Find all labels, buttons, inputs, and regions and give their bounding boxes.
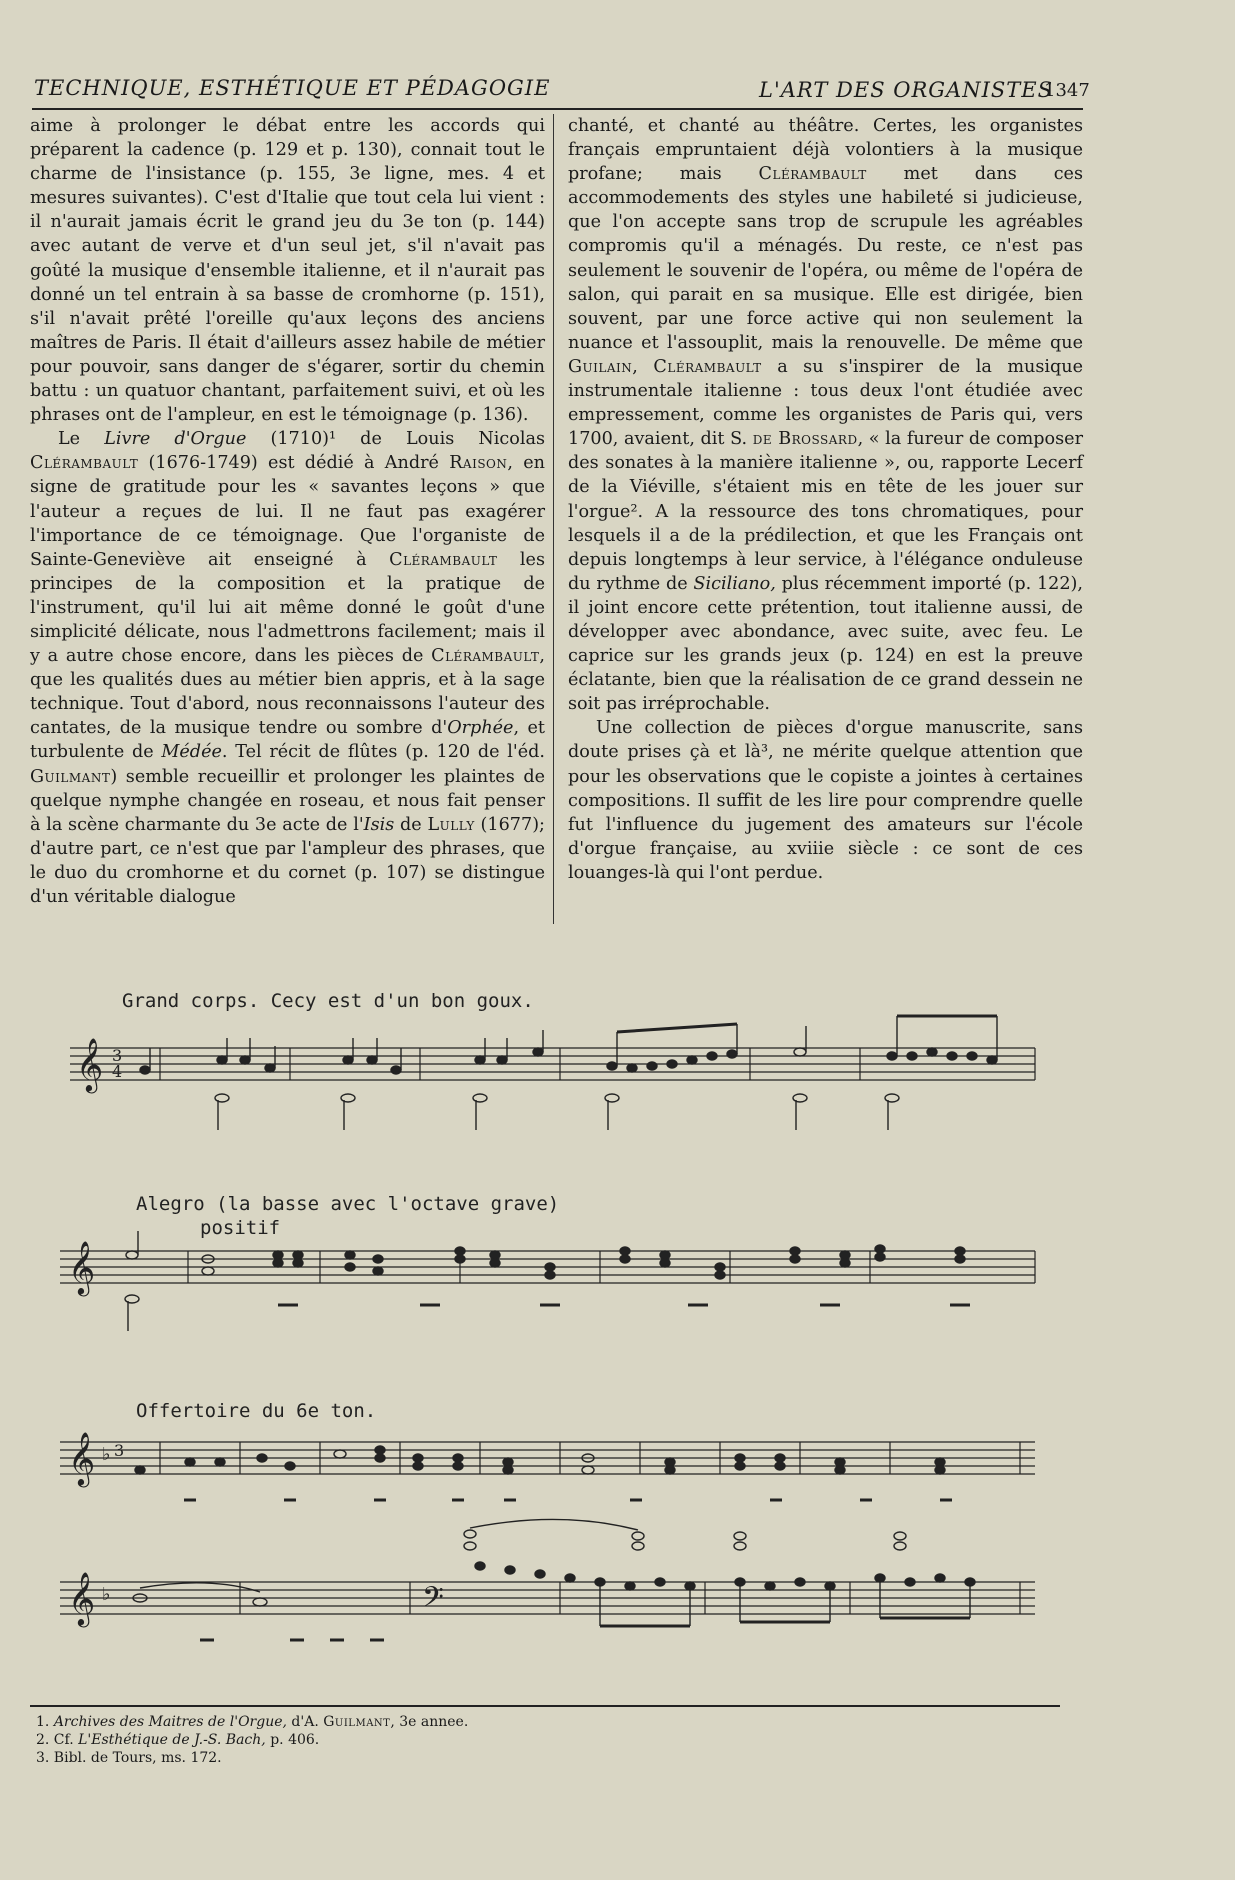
svg-text:𝄞: 𝄞 <box>76 1037 104 1091</box>
right-column <box>568 114 1083 885</box>
svg-text:𝄞: 𝄞 <box>68 1240 96 1294</box>
music-example-3 <box>40 1400 1070 1690</box>
footnote-rule <box>30 1705 1060 1707</box>
left-column <box>30 114 545 909</box>
music-example-2 <box>40 1193 1070 1343</box>
svg-text:𝄢: 𝄢 <box>422 1581 444 1621</box>
music-example-2-label: Alegro (la basse avec l'octave grave) <box>136 1193 560 1215</box>
svg-text:♭: ♭ <box>102 1584 111 1605</box>
footnote-1: 1. Archives des Maitres de l'Orgue, d'A. Guilmant, 3e annee. <box>36 1714 469 1730</box>
svg-text:𝄞: 𝄞 <box>68 1431 96 1485</box>
music-example-1 <box>40 990 1070 1140</box>
page-number: 1347 <box>1044 80 1090 101</box>
svg-text:♭: ♭ <box>102 1444 111 1465</box>
header-section-title: TECHNIQUE, ESTHÉTIQUE ET PÉDAGOGIE <box>34 76 551 100</box>
music-staff-3 <box>40 1400 1070 1690</box>
column-divider <box>553 114 554 924</box>
svg-text:4: 4 <box>112 1062 123 1081</box>
music-example-1-label: Grand corps. Cecy est d'un bon goux. <box>122 990 534 1012</box>
footnote-3: 3. Bibl. de Tours, ms. 172. <box>36 1750 222 1766</box>
right-paragraph-1: chanté, et chanté au théâtre. Certes, les organistes français empruntaient déjà volontiers à la musique profane; mais Clérambault met dans ces accommodements des styles une habileté si judicieuse, que l'on accepte sans trop de scrupule les agréables compromis qu'il a ménagés. Du reste, ce n'est pas seulement le souvenir de l'opéra, ou même de l'opéra de salon, qui parait en sa musique. Elle est dirigée, bien souvent, par une force active qui non seulement la nuance et l'assouplit, mais la renouvelle. De même que Guilain, Clérambault a su s'inspirer de la musique instrumentale italienne : tous deux l'ont étudiée avec empressement, comme les organistes de Paris qui, vers 1700, avaient, dit S. de Brossard, « la fureur de composer des sonates à la manière italienne », ou, rapporte Lecerf de la Viéville, s'étaient mis en tête de les jouer sur l'orgue². A la ressource des tons chromatiques, pour lesquels il a de la prédilection, et que les Français ont depuis longtemps à leur service, à l'élégance onduleuse du rythme de Siciliano, plus récemment importé (p. 122), il joint encore cette prétention, tout italienne aussi, de développer avec abondance, avec suite, avec feu. Le caprice sur les grands jeux (p. 124) en est la preuve éclatante, bien que la réalisation de ce grand dessein ne soit pas irréprochable. <box>568 116 1083 715</box>
music-example-3-label: Offertoire du 6e ton. <box>136 1400 377 1422</box>
header-book-title: L'ART DES ORGANISTES <box>759 78 1053 102</box>
svg-text:3: 3 <box>112 1046 123 1065</box>
svg-text:3: 3 <box>114 1441 125 1460</box>
left-paragraph-2: Le Livre d'Orgue (1710)¹ de Louis Nicolas Clérambault (1676-1749) est dédié à André Raison, en signe de gratitude pour les « savantes leçons » que l'auteur a reçues de lui. Il ne faut pas exagérer l'importance de ce témoignage. Que l'organiste de Sainte-Geneviève ait enseigné à Clérambault les principes de la composition et la pratique de l'instrument, qu'il lui ait même donné le goût d'une simplicité délicate, nous l'admettrons facilement; mais il y a autre chose encore, dans les pièces de Clérambault, que les qualités dues au métier bien appris, et à la sage technique. Tout d'abord, nous reconnaissons l'auteur des cantates, de la musique tendre ou sombre d'Orphée, et turbulente de Médée. Tel récit de flûtes (p. 120 de l'éd. Guilmant) semble recueillir et prolonger les plaintes de quelque nymphe changée en roseau, et nous fait penser à la scène charmante du 3e acte de l'Isis de Lully (1677); d'autre part, ce n'est que par l'ampleur des phrases, que le duo du cromhorne et du cornet (p. 107) se distingue d'un véritable dialogue <box>30 429 546 907</box>
footnotes <box>36 1713 468 1767</box>
music-staff-1 <box>40 990 1070 1140</box>
footnote-2: 2. Cf. L'Esthétique de J.-S. Bach, p. 406. <box>36 1732 320 1748</box>
svg-text:𝄞: 𝄞 <box>68 1571 96 1625</box>
music-staff-2 <box>40 1193 1070 1343</box>
running-header <box>32 74 1083 110</box>
right-paragraph-2: Une collection de pièces d'orgue manuscrite, sans doute prises çà et là³, ne mérite quelque attention que pour les observations que le copiste a jointes à certaines compositions. Il suffit de les lire pour comprendre quelle fut l'influence du jugement des amateurs sur l'école d'orgue française, au xviiie siècle : ce sont de ces louanges-là qui l'ont perdue. <box>568 718 1083 883</box>
music-example-2-sublabel: positif <box>200 1217 281 1239</box>
left-paragraph-1: aime à prolonger le débat entre les accords qui préparent la cadence (p. 129 et p. 130), connait tout le charme de l'insistance (p. 155, 3e ligne, mes. 4 et mesures suivantes). C'est d'Italie que tout cela lui vient : il n'aurait jamais écrit le grand jeu du 3e ton (p. 144) avec autant de verve et d'un seul jet, s'il n'avait pas goûté la musique d'ensemble italienne, et il n'aurait pas donné un tel entrain à sa basse de cromhorne (p. 151), s'il n'avait prêté l'oreille qu'aux leçons des anciens maîtres de Paris. Il était d'ailleurs assez habile de métier pour pouvoir, sans danger de s'égarer, sortir du chemin battu : un quatuor chantant, parfaitement suivi, et où les phrases ont de l'ampleur, en est le témoignage (p. 136). <box>30 116 545 426</box>
